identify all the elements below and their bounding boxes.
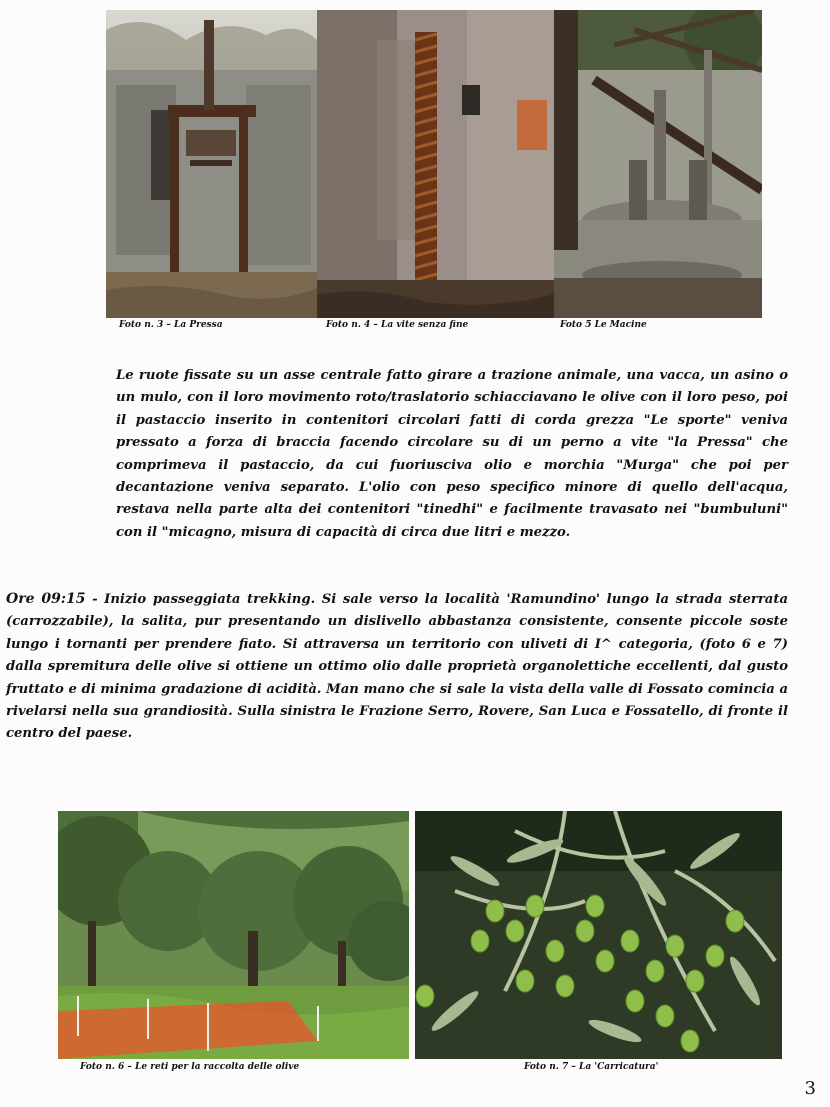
caption-photo-7: Foto n. 7 – La 'Carricatura' bbox=[524, 1062, 659, 1072]
photo-press bbox=[106, 10, 317, 318]
caption-photo-5: Foto 5 Le Macine bbox=[560, 320, 647, 330]
photo-millstones bbox=[554, 10, 762, 318]
trekking-text: - Inizio passeggiata trekking. Si sale verso la località 'Ramundino' lungo la strada sterrata (carrozzabile), la salita, pur presentando un dislivello abbastanza consistente, consente piccole soste lungo i tornanti per prendere fiato. Si attraversa un territorio con uliveti di I^ categoria, (foto 6 e 7) dalla spremitura delle olive si ottiene un ottimo olio dalle proprietà organolettiche eccellenti, dal gusto fruttato e di minima gradazione di acidità. Man mano che si sale la vista della valle di Fossato comincia a rivelarsi nella sua grandiosità. Sulla sinistra le Frazione Serro, Rovere, San Luca e Fossatello, di fronte il centro del paese. bbox=[6, 592, 788, 742]
paragraph-trekking bbox=[6, 588, 788, 746]
photo-screw bbox=[317, 10, 554, 318]
trekking-time: Ore 09:15 bbox=[6, 591, 86, 607]
photo-olive-nets bbox=[58, 811, 409, 1059]
paragraph-olive-press: Le ruote fissate su un asse centrale fatto girare a trazione animale, una vacca, un asino o un mulo, con il loro movimento roto/traslatorio schiacciavano le olive con il loro peso, poi il pastaccio inserito in contenitori circolari fatti di corda grezza "Le sporte" veniva pressato a forza di braccia facendo circolare su di un perno a vite "la Pressa" che comprimeva il pastaccio, da cui fuoriusciva olio e morchia "Murga" che poi per decantazione veniva separato. L'olio con peso specifico minore di quello dell'acqua, restava nella parte alta dei contenitori "tinedhi" e facilmente travasato nei "bumbuluni" con il "micagno, misura di capacità di circa due litri e mezzo. bbox=[116, 368, 788, 540]
caption-photo-4: Foto n. 4 – La vite senza fine bbox=[326, 320, 469, 330]
caption-photo-3: Foto n. 3 – La Pressa bbox=[119, 320, 223, 330]
caption-photo-6: Foto n. 6 – Le reti per la raccolta delle olive bbox=[80, 1062, 300, 1072]
page-number: 3 bbox=[804, 1078, 816, 1099]
photo-olive-branch bbox=[415, 811, 782, 1059]
